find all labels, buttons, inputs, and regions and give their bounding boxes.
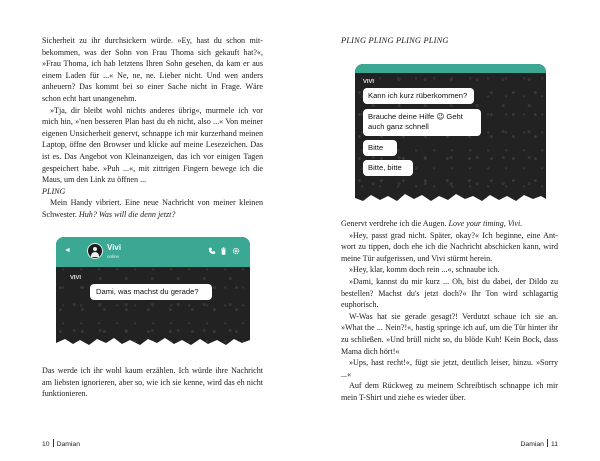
avatar-head — [93, 247, 97, 251]
right-page — [300, 0, 600, 461]
avatar — [87, 243, 103, 259]
torn-edge — [355, 191, 546, 204]
footer-divider — [547, 439, 548, 447]
message-bubble: Kann ich kurz rüberkommen? — [363, 88, 474, 104]
message-bubble: Brauche deine Hilfe 😉 Geht auch ganz schnell — [363, 109, 481, 136]
paragraph: »Dami, kannst du mir kurz ... Oh, bist du dabei, der Dildo zu bestellen? Machst du's jetzt doch?« Ihr Ton wird schlagartig euphorisch. — [341, 276, 558, 310]
back-arrow-icon[interactable]: ◄ — [64, 247, 71, 254]
paragraph — [42, 197, 263, 220]
pling-text: PLING — [42, 186, 66, 196]
footer-divider — [53, 439, 54, 447]
left-top-text — [42, 35, 263, 221]
chat-header — [56, 237, 250, 267]
paragraph: Sicherheit zu ihr durchsickern würde. »Ey, hast du schon mitbekommen, was der Sohn von Frau Thoma sich gekauft hat?«, »Frau Thoma, ich hab letztens Ihren Sohn gesehen, da kam er aus einem Laden für ...« Ne, ne, ne. Lieber nicht. Und wen anders anheuern? Das kommt bei so einer Sache nicht in Frage. Wäre schon echt hart unangenehm. — [42, 36, 263, 103]
paragraph: »Hey, klar, komm doch rein ...«, schnaube ich. — [349, 265, 500, 275]
vibrate-italic: Huh? Was will die denn jetzt? — [78, 209, 176, 219]
gear-icon[interactable] — [232, 247, 240, 255]
message-bubble: Dami, was machst du gerade? — [90, 284, 212, 300]
paragraph: W-Was hat sie gerade gesagt?! Verdutzt schaue ich sie an. »What the ... Nein?!«, hastig springe ich auf, um die Tür hinter ihr zu schließen. »Und brüll nicht so, du blöde Kuh! Kein Bock, dass Mama dich hört!« — [341, 311, 558, 356]
torn-edge — [56, 335, 250, 349]
paragraph — [341, 218, 558, 230]
avatar-body — [91, 252, 99, 257]
running-header: Damian — [520, 441, 544, 448]
vibrate-text: Mein Handy vibriert. Eine neue Nachricht von meiner kleinen Schwester. — [42, 198, 263, 219]
message-bubble: Bitte — [363, 140, 397, 156]
chat-header-strip — [355, 64, 546, 73]
first-line: Genervt verdrehe ich die Augen. — [341, 219, 447, 228]
pling-heading: PLING PLING PLING PLING — [341, 36, 449, 45]
page-number: 10 — [42, 441, 50, 448]
page-number: 11 — [550, 441, 558, 448]
running-header: Damian — [56, 441, 80, 448]
phone-icon[interactable] — [208, 247, 216, 255]
contact-status: online — [107, 254, 120, 259]
sender-label: VIVI — [363, 79, 374, 85]
page-footer-right — [521, 439, 558, 448]
paragraph: »Tja, dir bleibt wohl nichts anderes übrig«, murmele ich vor mich hin, »'nen besseren Plan hast du eh nicht, also ...« Von meiner eigenen Unsicherheit genervt, schnappe ich mir kurzerhand meinen Laptop, öffne den Browser und klicke auf meine Lesezeichen. Das ist es. Das Angebot von Kleinanzeigen, das ich vor einigen Tagen gespeichert habe. »Puh ...«, mit zittrigen Fingern bewege ich die Maus, um den Link zu öffnen ... — [42, 105, 263, 185]
paragraph: Das werde ich ihr wohl kaum erzählen. Ich würde ihre Nachricht am liebsten ignorieren, aber so, wie ich sie kenne, wird das eh nicht funktionieren. — [42, 366, 263, 399]
paragraph: »Hey, passt grad nicht. Später, okay?« Ich beginne, eine Antwort zu tippen, doch ehe ich die Nachricht abschicken kann, wird meine Tür aufgerissen, und Vivi stürmt herein. — [341, 230, 558, 263]
first-line-italic: Love your timing, Vivi. — [448, 219, 523, 228]
left-bottom-text — [42, 365, 263, 400]
sender-label: VIVI — [70, 275, 81, 281]
paragraph: »Ups, hast recht!«, fügt sie jetzt, deutlich leiser, hinzu. »Sorry ...« — [341, 358, 558, 379]
chat-screenshot — [56, 237, 250, 349]
page-footer-left — [42, 439, 80, 448]
message-bubble: Bitte, bitte — [363, 160, 413, 176]
paragraph: Auf dem Rückweg zu meinem Schreibtisch schnappe ich mir mein T-Shirt und ziehe es wieder über. — [341, 381, 558, 402]
trash-icon[interactable] — [220, 247, 227, 255]
chat-screenshot-2 — [355, 64, 546, 204]
contact-name: Vivi — [107, 243, 122, 252]
right-text — [341, 218, 558, 404]
